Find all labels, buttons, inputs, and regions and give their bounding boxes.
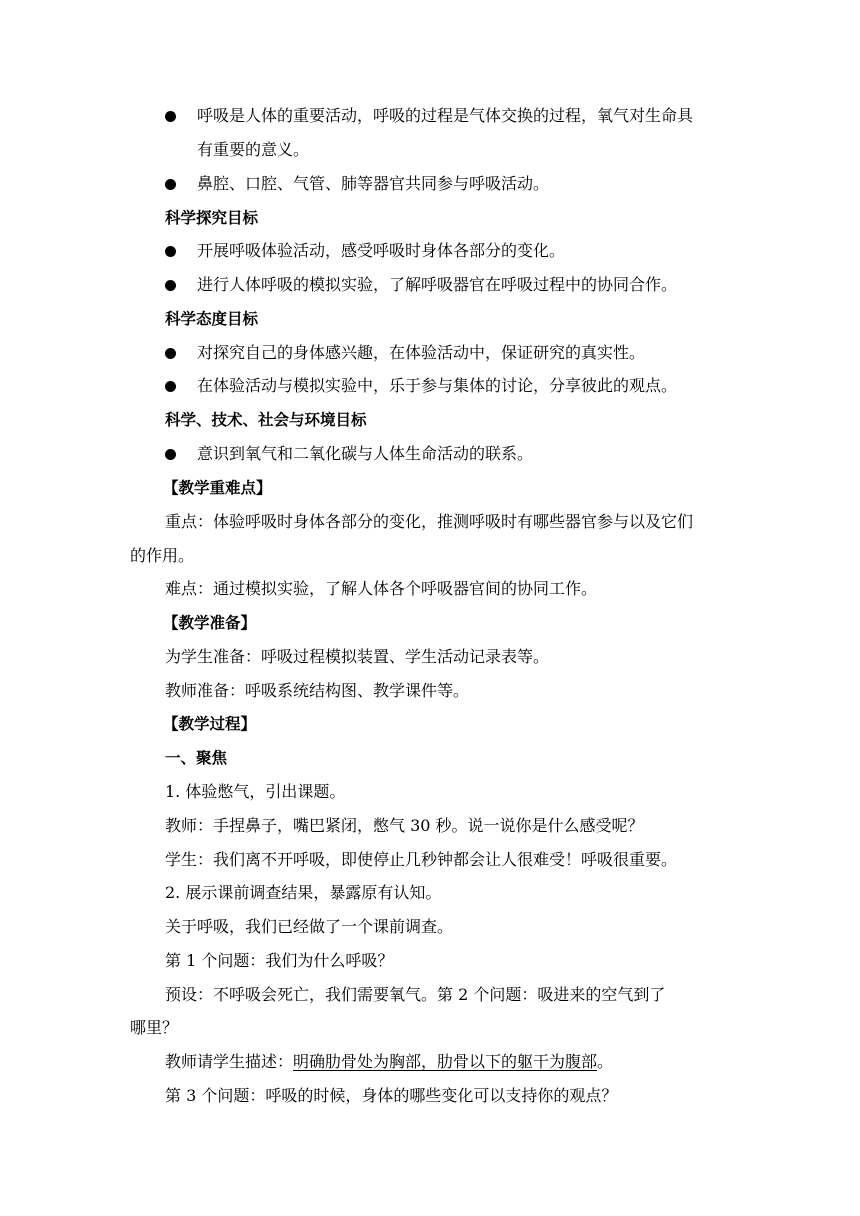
- preparation-heading: 【教学准备】: [163, 614, 257, 632]
- inquiry-text: 进行人体呼吸的模拟实验，了解呼吸器官在呼吸过程中的协同合作。: [197, 275, 678, 294]
- attitude-text: 对探究自己的身体感兴趣，在体验活动中，保证研究的真实性。: [197, 343, 646, 362]
- bullet-icon: [165, 348, 176, 359]
- key-point-text-continued: 的作用。: [130, 546, 195, 565]
- science-attitude-heading: 科学态度目标: [165, 310, 259, 328]
- process-line: 1. 体验憋气，引出课题。: [165, 782, 346, 801]
- stse-heading: 科学、技术、社会与环境目标: [165, 411, 367, 429]
- underlined-conclusion: 明确肋骨处为胸部，肋骨以下的躯干为腹部: [293, 1052, 598, 1071]
- inquiry-text: 开展呼吸体验活动，感受呼吸时身体各部分的变化。: [197, 241, 566, 260]
- science-inquiry-heading: 科学探究目标: [165, 209, 259, 227]
- bullet-icon: [165, 246, 176, 257]
- teacher-describe-line: [165, 1052, 613, 1072]
- difficulty-text: 难点：通过模拟实验，了解人体各个呼吸器官间的协同工作。: [165, 579, 598, 598]
- key-points-heading: 【教学重难点】: [163, 479, 272, 497]
- objective-text: 呼吸是人体的重要活动，呼吸的过程是气体交换的过程，氧气对生命具: [197, 106, 694, 125]
- process-line: 教师：手捏鼻子，嘴巴紧闭，憋气 30 秒。说一说你是什么感受呢？: [165, 816, 644, 835]
- objective-text-continued: 有重要的意义。: [197, 140, 310, 159]
- teacher-preparation: 教师准备：呼吸系统结构图、教学课件等。: [165, 681, 470, 700]
- key-point-text: 重点：体验呼吸时身体各部分的变化，推测呼吸时有哪些器官参与以及它们: [165, 512, 694, 531]
- objective-text: 鼻腔、口腔、气管、肺等器官共同参与呼吸活动。: [197, 174, 550, 193]
- process-line: 预设：不呼吸会死亡，我们需要氧气。第 2 个问题：吸进来的空气到了: [165, 985, 666, 1004]
- teacher-describe-prefix: 教师请学生描述：: [165, 1052, 294, 1071]
- stse-text: 意识到氧气和二氧化碳与人体生命活动的联系。: [197, 444, 534, 463]
- bullet-icon: [165, 179, 176, 190]
- process-line-continued: 哪里？: [130, 1018, 179, 1037]
- student-preparation: 为学生准备：呼吸过程模拟装置、学生活动记录表等。: [165, 647, 550, 666]
- process-heading: 【教学过程】: [163, 715, 257, 733]
- process-line: 第 1 个问题：我们为什么呼吸？: [165, 951, 394, 970]
- bullet-icon: [165, 449, 176, 460]
- teacher-describe-suffix: 。: [597, 1052, 614, 1071]
- process-line: 关于呼吸，我们已经做了一个课前调查。: [165, 917, 454, 936]
- process-line: 学生：我们离不开呼吸，即使停止几秒钟都会让人很难受！呼吸很重要。: [165, 850, 678, 869]
- attitude-text: 在体验活动与模拟实验中，乐于参与集体的讨论，分享彼此的观点。: [197, 376, 678, 395]
- process-line: 2. 展示课前调查结果，暴露原有认知。: [165, 883, 442, 902]
- bullet-icon: [165, 111, 176, 122]
- section-focus-heading: 一、聚焦: [165, 749, 228, 767]
- bullet-icon: [165, 381, 176, 392]
- question-3-line: 第 3 个问题：呼吸的时候，身体的哪些变化可以支持你的观点？: [165, 1086, 618, 1105]
- bullet-icon: [165, 280, 176, 291]
